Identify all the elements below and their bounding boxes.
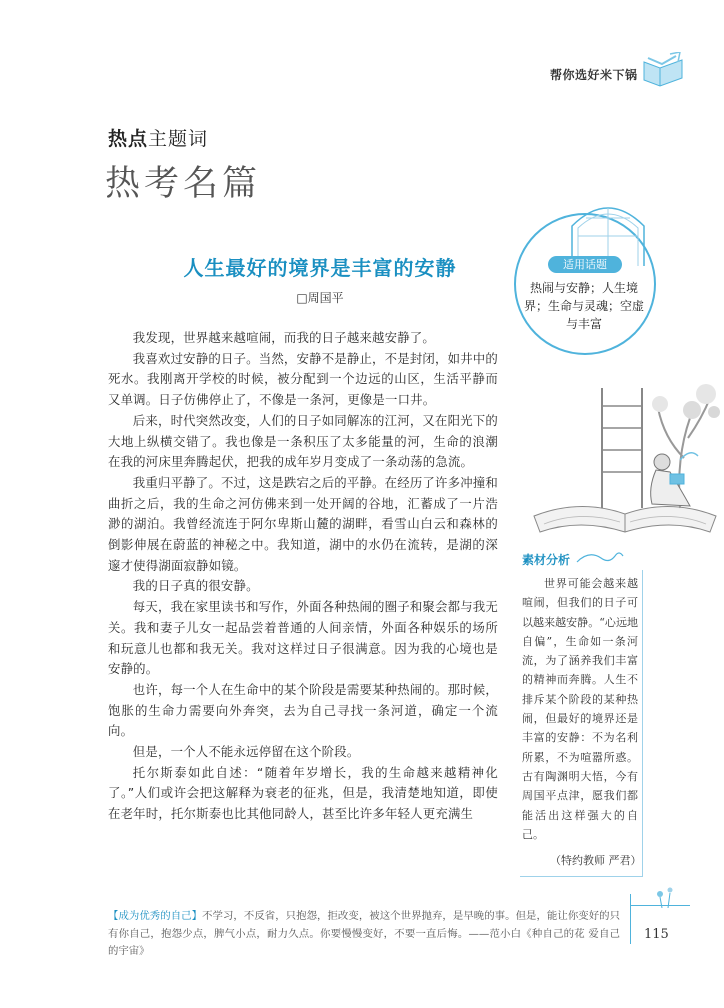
paragraph: 我发现，世界越来越喧闹，而我的日子越来越安静了。 [132, 330, 435, 345]
paragraph: 我重归平静了。不过，这是跌宕之后的平静。在经历了许多冲撞和曲折之后，我的生命之河仿佛来到一处开阔的谷地，汇蓄成了一片浩渺的湖泊。我曾经流连于阿尔卑斯山麓的湖畔，看雪山白云和森林的倒影伸展在蔚蓝的神秘之中。我知道，湖中的水仍在流转，是湖的深邃才使得湖面寂静如镜。 [108, 474, 498, 573]
footer-quote-text: 不学习，不反省，只抱怨，拒改变，被这个世界抛弃，是早晚的事。但是，能让你变好的只有你自己，抱怨少点，脾气小点，耐力久点。你要慢慢变好，不要一直后悔。——范小白《种自己的花 爱自己的宇宙》 [108, 910, 621, 957]
footer-quote [108, 908, 620, 961]
article-author: □周国平 [296, 291, 344, 305]
topic-text: 热闹与安静；人生境界；生命与灵魂；空虚与丰富 [523, 281, 644, 331]
analysis-signature: （特约教师 严君） [550, 854, 642, 867]
swirl-ornament-icon [575, 548, 625, 568]
footer-tag: 【成为优秀的自己】 [108, 910, 203, 922]
topic-badge: 适用话题 [548, 256, 622, 273]
section-title: 热考名篇 [105, 164, 262, 204]
paragraph: 也许，每一个人在生命中的某个阶段是需要某种热闹的。那时候，饱胀的生命力需要向外奔突，去为自己寻找一条河道，确定一个流向。 [108, 681, 498, 739]
paragraph: 托尔斯泰如此自述：“随着年岁增长，我的生命越来越精神化了。”人们或许会把这解释为衰老的征兆，但是，我清楚地知道，即使在老年时，托尔斯泰也比其他同龄人，甚至比许多年轻人更充满生 [108, 764, 498, 822]
reading-girl-illustration [530, 348, 720, 548]
paragraph: 每天，我在家里读书和写作，外面各种热闹的圈子和聚会都与我无关。我和妻子儿女一起品尝着普通的人间亲情，外面各种娱乐的场所和玩意儿也都和我无关。我对这样过日子很满意。因为我的心境也是安静的。 [108, 599, 498, 677]
paragraph: 我的日子真的很安静。 [132, 578, 259, 594]
paragraph: 后来，时代突然改变，人们的日子如同解冻的江河，又在阳光下的大地上纵横交错了。我也像是一条积压了太多能量的河，生命的浪潮在我的河床里奔腾起伏，把我的成年岁月变成了一条动荡的急流。 [108, 412, 498, 470]
running-header-title: 帮你选好米下锅 [550, 68, 638, 82]
book-icon [640, 52, 686, 88]
page-number: 115 [644, 927, 669, 942]
paragraph: 我喜欢过安静的日子。当然，安静不是静止，不是封闭，如井中的死水。我刚离开学校的时候，被分配到一个边远的山区，生活平静而又单调。日子仿佛停止了，不像是一条河，更像是一口井。 [108, 350, 498, 408]
article-title: 人生最好的境界是丰富的安静 [183, 256, 457, 280]
section-kicker: 热点主题词 [108, 128, 209, 150]
article-body [108, 328, 498, 825]
analysis-text: 世界可能会越来越喧闹，但我们的日子可以越来越安静。“心远地自偏”，生命如一条河流，为了涵养我们丰富的精神而奔腾。人生不排斥某个阶段的某种热闹，但最好的境界还是丰富的安静：不为名利所累，不为喧嚣所惑。古有陶渊明大悟，今有周国平点津，愿我们都能活出这样强大的自己。 [522, 577, 638, 841]
analysis-header: 素材分析 [522, 553, 571, 567]
paragraph: 但是，一个人不能永远停留在这个阶段。 [132, 744, 360, 760]
flower-icon [650, 884, 680, 908]
footer-divider [630, 894, 631, 944]
